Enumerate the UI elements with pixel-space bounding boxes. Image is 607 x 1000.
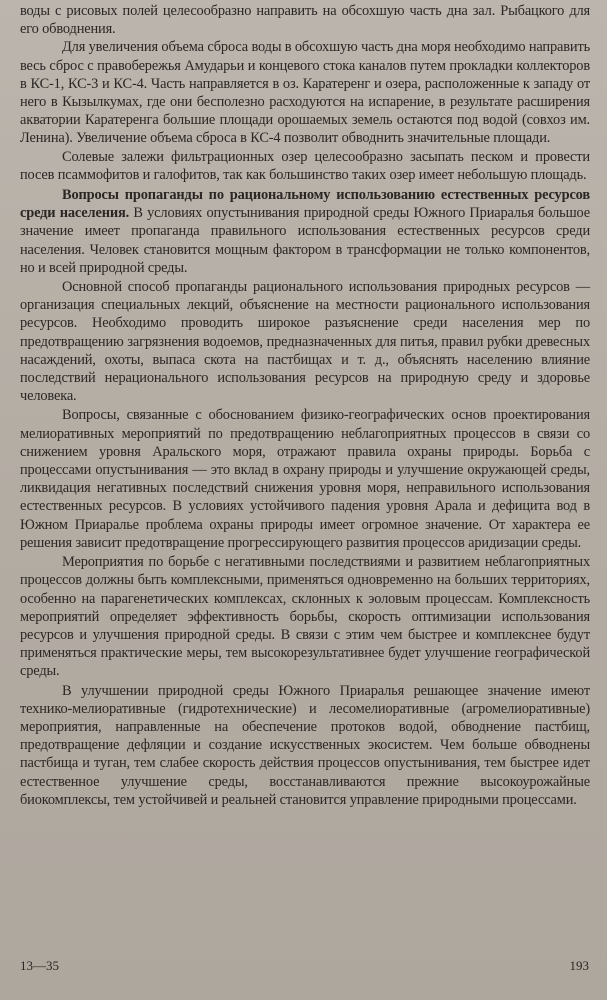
paragraph-5: Основной способ пропаганды рационального использования природных ресурсов — организация специальных лекций, объяснение на местности рационального использования ресурсов. Необходимо проводить широкое разъяснение среди населения мер по предотвращению загрязнения водоемов, предназначенных для питья, правил рубки древесных насаждений, охоты, выпаса скота на пастбищах и т. д., объяснять населению влияние последствий нерационального использования ресурсов на природную среду и здоровье человека. bbox=[20, 279, 590, 405]
paragraph-7: Мероприятия по борьбе с негативными последствиями и развитием неблагоприятных процессов должны быть комплексными, применяться одновременно на больших территориях, особенно на парагенетических комплексах, склонных к эоловым процессам. Комплексность мероприятий определяет эффективность борьбы, скорость оптимизации использования ресурсов и улучшения природной среды. В связи с этим чем быстрее и комплекснее будут применяться практические меры, тем высокорезультативнее будет улучшение географической среды. bbox=[20, 554, 590, 680]
page-number: 193 bbox=[569, 958, 589, 973]
section-heading: Вопросы пропаганды по рациональному использованию естественных ресурсов среди населения. bbox=[20, 187, 590, 222]
printer-signature: 13—35 bbox=[20, 958, 59, 973]
paragraph-8: В улучшении природной среды Южного Приаралья решающее значение имеют технико-мелиоративные (гидротехнические) и лесомелиоративные (агромелиоративные) мероприятия, направленные на обеспечение протоков водой, обводнение пастбищ, предотвращение дефляции и создание искусственных экосистем. Чем больше обводнены пастбища и туган, тем слабее скорость действия процессов опустынивания, тем быстрее идет естественное улучшение среды, восстанавливаются прежние высокоурожайные биокомплексы, тем устойчивей и реальней становится управление природными процессами. bbox=[20, 682, 590, 808]
body-text bbox=[20, 2, 590, 809]
paragraph-2: Для увеличения объема сброса воды в обсохшую часть дна моря необходимо направить весь сброс с правобережья Амударьи и концевого стока каналов путем прокладки коллекторов в КС-1, КС-3 и КС-4. Часть направляется в оз. Каратеренг и озера, расположенные к западу от него в Кызылкумах, где они бесполезно расходуются на испарение, в результате расширения акватории Каратеренга большие площади орошаемых земель остаются под водой (совхоз им. Ленина). Увеличение объема сброса в КС-4 позволит обводнить значительные площади. bbox=[20, 39, 590, 147]
paragraph-1: воды с рисовых полей целесообразно направить на обсохшую часть дна зал. Рыбацкого для его обводнения. bbox=[20, 3, 590, 38]
paragraph-3: Солевые залежи фильтрационных озер целесообразно засыпать песком и провести посев псаммофитов и галофитов, так как большинство таких озер имеет небольшую площадь. bbox=[20, 148, 590, 183]
paragraph-4 bbox=[20, 186, 590, 277]
paragraph-4-text: В условиях опустынивания природной среды Южного Приаралья большое значение имеет пропаганда правильного использования естественных ресурсов среди населения. Человек становится мощным фактором в трансформации не только компонентов, но и всей природной среды. bbox=[20, 205, 590, 276]
paragraph-6: Вопросы, связанные с обоснованием физико-географических основ проектирования мелиоративных мероприятий по предотвращению неблагоприятных процессов в связи со снижением уровня Аральского моря, отражают правила охраны природы. Борьба с процессами опустынивания — это вклад в охрану природы и улучшение окружающей среды, ликвидация негативных последствий снижения уровня моря, неправильного использования естественных ресурсов. В условиях устойчивого падения уровня Арала и дефицита вод в Южном Приаралье проблема охраны природы имеет огромное значение. От характера ее решения зависит предотвращение прогрессирующего развития процессов аридизации среды. bbox=[20, 407, 590, 551]
